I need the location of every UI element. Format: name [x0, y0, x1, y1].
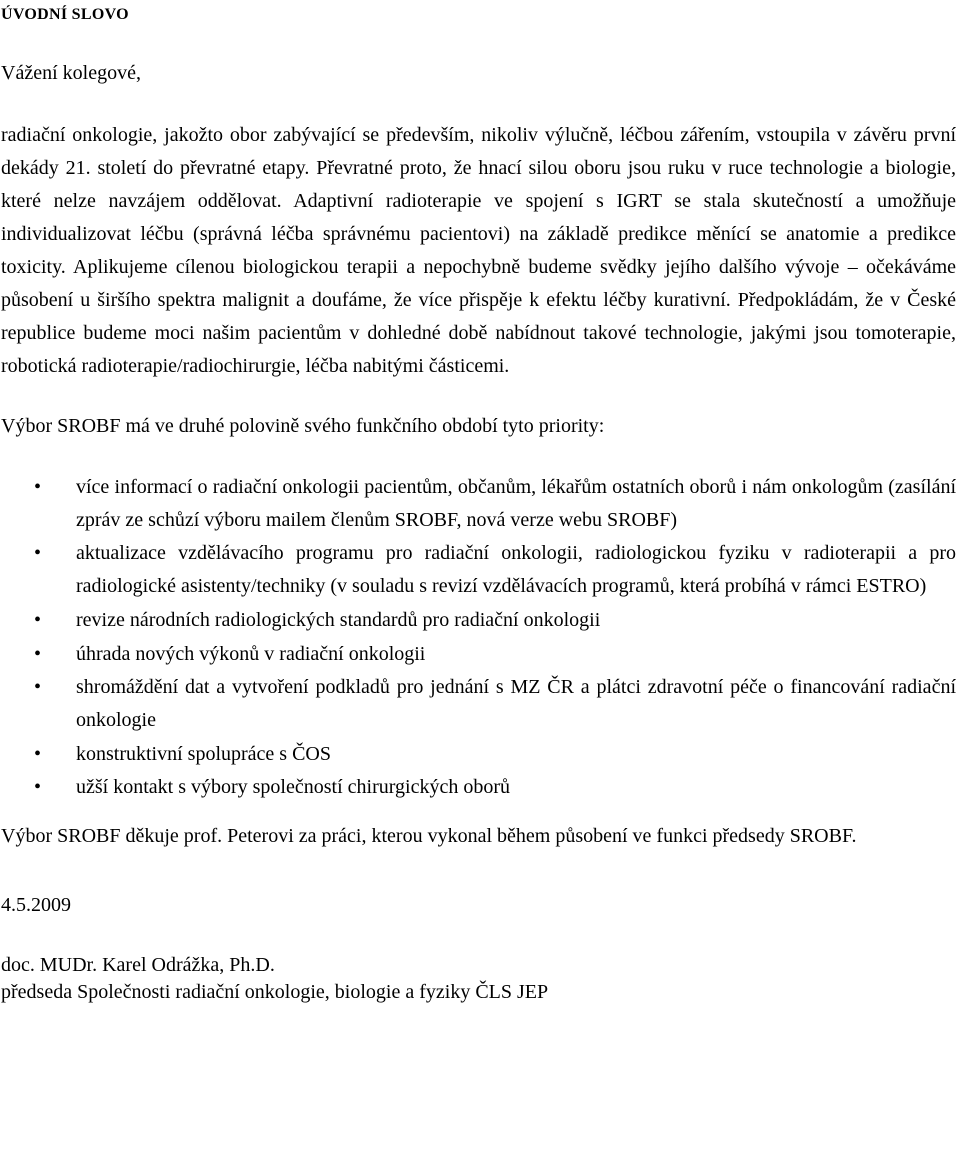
- priority-text: více informací o radiační onkologii pacientům, občanům, lékařům ostatních oborů i nám onkologům (zasílání zpráv ze schůzí výboru mailem členům SROBF, nová verze webu SROBF): [76, 476, 956, 531]
- list-item: [1, 604, 956, 637]
- bullet-icon: •: [34, 476, 42, 498]
- intro-paragraph: radiační onkologie, jakožto obor zabývající se především, nikoliv výlučně, léčbou zářením, vstoupila v závěru první dekády 21. století do převratné etapy. Převratné proto, že hnací silou oboru jsou ruku v ruce technologie a biologie, které nelze navzájem oddělovat. Adaptivní radioterapie ve spojení s IGRT se stala skutečností a umožňuje individualizovat léčbu (správná léčba správnému pacientovi) na základě predikce měnící se anatomie a predikce toxicity. Aplikujeme cílenou biologickou terapii a nepochybně budeme svědky jejího dalšího vývoje – očekáváme působení u širšího spektra malignit a doufáme, že více přispěje k efektu léčby kurativní. Předpokládám, že v České republice budeme moci našim pacientům v dohledné době nabídnout takové technologie, jakými jsou tomoterapie, robotická radioterapie/radiochirurgie, léčba nabitými částicemi.: [1, 124, 956, 377]
- priority-text: užší kontakt s výbory společností chirurgických oborů: [76, 776, 511, 799]
- bullet-icon: •: [34, 676, 42, 699]
- priority-text: aktualizace vzdělávacího programu pro radiační onkologii, radiologickou fyziku v radioterapii a pro radiologické asistenty/techniky (v souladu s revizí vzdělávacích programů, která probíhá v rámci ESTRO): [76, 542, 956, 597]
- priority-text: revize národních radiologických standardů pro radiační onkologii: [76, 608, 601, 631]
- list-item: [1, 738, 956, 771]
- salutation: Vážení kolegové,: [1, 62, 141, 84]
- date: 4.5.2009: [1, 894, 71, 917]
- bullet-icon: •: [34, 642, 42, 665]
- list-item: [1, 471, 956, 536]
- thanks-paragraph: Výbor SROBF děkuje prof. Peterovi za práci, kterou vykonal během působení ve funkci předsedy SROBF.: [1, 825, 857, 848]
- priorities-list: [1, 471, 956, 804]
- list-item: [1, 638, 956, 671]
- list-item: [1, 771, 956, 804]
- priorities-intro: Výbor SROBF má ve druhé polovině svého funkčního období tyto priority:: [1, 415, 605, 437]
- bullet-icon: •: [34, 776, 42, 799]
- bullet-icon: •: [34, 608, 42, 631]
- priority-text: úhrada nových výkonů v radiační onkologii: [76, 642, 426, 665]
- priority-text: shromáždění dat a vytvoření podkladů pro jednání s MZ ČR a plátci zdravotní péče o financování radiační onkologie: [76, 676, 956, 731]
- bullet-icon: •: [34, 742, 42, 765]
- priority-text: konstruktivní spolupráce s ČOS: [76, 742, 331, 765]
- page-title: ÚVODNÍ SLOVO: [1, 6, 129, 23]
- bullet-icon: •: [34, 542, 42, 565]
- signature-name: doc. MUDr. Karel Odrážka, Ph.D.: [1, 954, 275, 977]
- list-item: [1, 671, 956, 736]
- list-item: [1, 537, 956, 602]
- signature-role: předseda Společnosti radiační onkologie, biologie a fyziky ČLS JEP: [1, 981, 549, 1004]
